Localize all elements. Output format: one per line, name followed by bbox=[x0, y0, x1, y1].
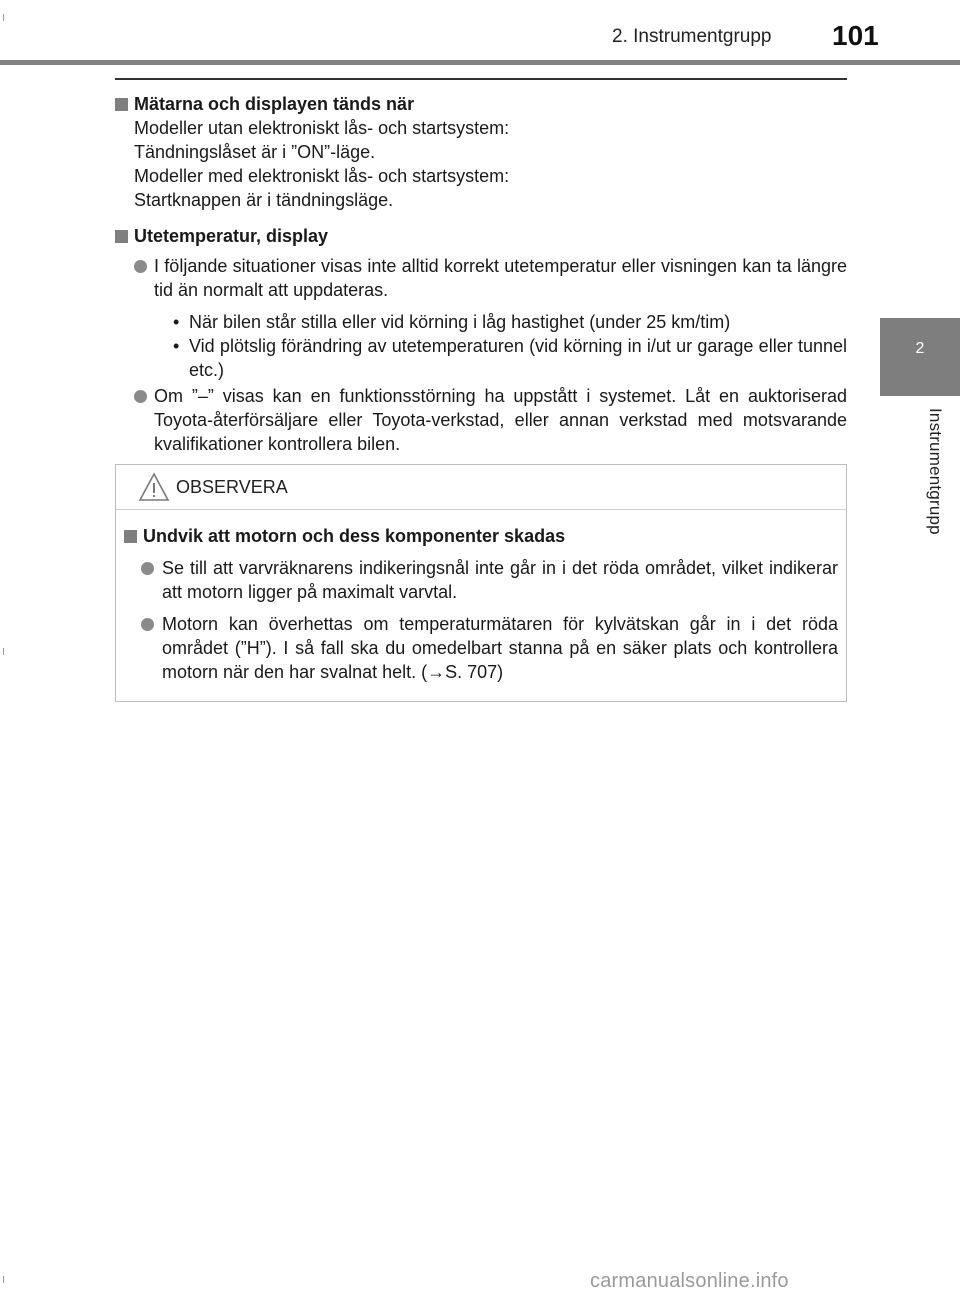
section-meters bbox=[115, 92, 847, 212]
section-heading: Mätarna och displayen tänds när bbox=[115, 92, 847, 116]
text-line: Modeller med elektroniskt lås- och startsystem: bbox=[134, 166, 510, 186]
content-divider bbox=[115, 78, 847, 80]
section-heading: Utetemperatur, display bbox=[115, 224, 847, 248]
sub-list-item: • När bilen står stilla eller vid körning i låg hastighet (under 25 km/tim) bbox=[173, 312, 731, 332]
circle-bullet-icon bbox=[141, 618, 154, 631]
text-line: Modeller utan elektroniskt lås- och startsystem: bbox=[134, 118, 510, 138]
main-content bbox=[115, 78, 847, 468]
caution-body bbox=[116, 510, 846, 684]
chapter-tab-number: 2 bbox=[915, 340, 925, 357]
caution-box bbox=[115, 464, 847, 702]
list-item: Om ”–” visas kan en funktionsstörning ha uppstått i systemet. Låt en auktoriserad Toyota-återförsäljare eller Toyota-verkstad, eller annan verkstad med motsvarande kvalifikationer kontrollera bilen. bbox=[115, 384, 847, 456]
crop-mark bbox=[3, 14, 4, 21]
section-body bbox=[115, 116, 847, 212]
caution-header bbox=[116, 465, 846, 510]
crop-mark bbox=[3, 648, 4, 655]
page-number: 101 bbox=[832, 20, 879, 51]
chapter-title: 2. Instrumentgrupp bbox=[612, 26, 772, 47]
text-line: Tändningslåset är i ”ON”-läge. bbox=[134, 142, 376, 162]
caution-title: OBSERVERA bbox=[176, 476, 288, 497]
dot-bullet-icon: • bbox=[173, 312, 180, 332]
dot-bullet-icon: • bbox=[173, 336, 180, 356]
list-item: Se till att varvräknarens indikeringsnål inte går in i det röda området, vilket indikerar att motorn ligger på maximalt varvtal. bbox=[124, 556, 838, 604]
circle-bullet-icon bbox=[141, 562, 154, 575]
chapter-tab[interactable] bbox=[880, 318, 960, 396]
caution-heading: Undvik att motorn och dess komponenter skadas bbox=[124, 524, 838, 548]
watermark-text: carmanualsonline.info bbox=[590, 1270, 789, 1292]
circle-bullet-icon bbox=[134, 390, 147, 403]
chapter-tab-label: Instrumentgrupp bbox=[926, 408, 945, 535]
crop-mark bbox=[3, 1276, 4, 1283]
text-line: Startknappen är i tändningsläge. bbox=[134, 190, 394, 210]
section-outside-temp bbox=[115, 224, 847, 456]
list-item: I följande situationer visas inte alltid korrekt utetemperatur eller visningen kan ta längre tid än normalt att uppdateras. bbox=[115, 254, 847, 302]
list-item: Motorn kan överhettas om temperaturmätaren för kylvätskan går in i det röda området (”H”). I så fall ska du omedelbart stanna på en säker plats och kontrollera motorn när den har svalnat helt. (→S. 707) bbox=[124, 612, 838, 684]
square-bullet-icon bbox=[124, 530, 137, 543]
header-divider bbox=[0, 60, 960, 65]
square-bullet-icon bbox=[115, 98, 128, 111]
sub-list-item: • Vid plötslig förändring av utetemperaturen (vid körning in i/ut ur garage eller tunnel etc.) bbox=[173, 336, 847, 380]
circle-bullet-icon bbox=[134, 260, 147, 273]
sub-list bbox=[115, 310, 847, 382]
warning-triangle-icon bbox=[138, 472, 170, 502]
square-bullet-icon bbox=[115, 230, 128, 243]
